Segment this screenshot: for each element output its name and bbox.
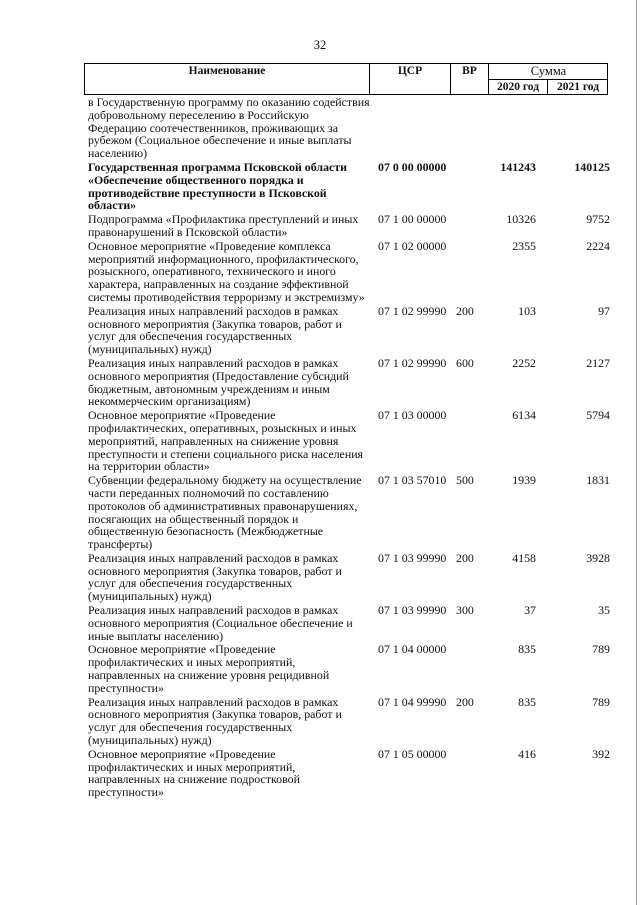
row-name: Реализация иных направлений расходов в рамках основного мероприятия (Закупка товаров, работ и услуг для обеспечения государственных (муниципальных) нужд) — [88, 303, 342, 357]
row-vr: 200 — [456, 303, 474, 318]
row-name: Основное мероприятие «Проведение профилактических и иных мероприятий, направленных на снижение уровня рецидивной преступности» — [88, 642, 330, 695]
row-amount-2021: 789 — [592, 642, 610, 657]
row-amount-2021: 35 — [598, 603, 610, 618]
column-header-sum: Сумма — [488, 63, 608, 79]
column-header-year-2020: 2020 год — [488, 79, 547, 95]
page-edge-line — [636, 0, 637, 905]
row-amount-2020: 416 — [518, 746, 536, 761]
row-csr: 07 1 03 57010 — [378, 473, 447, 488]
column-header-vr: ВР — [450, 63, 488, 95]
row-name: Реализация иных направлений расходов в рамках основного мероприятия (Закупка товаров, работ и услуг для обеспечения государственных (муниципальных) нужд) — [88, 694, 342, 748]
row-amount-2021: 392 — [592, 746, 610, 761]
row-amount-2020: 103 — [518, 303, 536, 318]
row-name: Субвенции федеральному бюджету на осуществление части переданных полномочий по составлению протоколов об административных правонарушениях, посягающих на общественный порядок и общественную безопасность (Межбюджетные трансферты) — [88, 473, 362, 552]
table-body — [88, 96, 608, 800]
table-row — [88, 604, 608, 642]
row-amount-2021: 2127 — [586, 355, 610, 370]
row-amount-2020: 1939 — [512, 473, 536, 488]
row-amount-2020: 2355 — [512, 238, 536, 253]
table-row — [88, 643, 608, 694]
row-name: Реализация иных направлений расходов в рамках основного мероприятия (Закупка товаров, работ и услуг для обеспечения государственных (муниципальных) нужд) — [88, 550, 342, 604]
row-csr: 07 0 00 00000 — [378, 159, 447, 174]
row-amount-2021: 9752 — [586, 212, 610, 227]
table-row — [88, 96, 608, 160]
row-csr: 07 1 00 00000 — [378, 212, 447, 227]
row-csr: 07 1 04 99990 — [378, 694, 447, 709]
row-vr: 500 — [456, 473, 474, 488]
row-csr: 07 1 02 99990 — [378, 355, 447, 370]
column-header-name: Наименование — [84, 63, 369, 95]
table-row — [88, 213, 608, 239]
row-amount-2021: 2224 — [586, 238, 610, 253]
row-vr: 200 — [456, 550, 474, 565]
row-amount-2020: 141243 — [500, 159, 536, 174]
row-csr: 07 1 03 00000 — [378, 408, 447, 423]
row-amount-2021: 1831 — [586, 473, 610, 488]
table-row — [88, 357, 608, 408]
row-name: в Государственную программу по оказанию содействия добровольному переселению в Российскую Федерацию соотечественников, проживающих за рубежом (Социальное обеспечение и иные выплаты населению) — [88, 95, 370, 161]
row-amount-2020: 835 — [518, 694, 536, 709]
row-amount-2021: 5794 — [586, 408, 610, 423]
row-amount-2020: 6134 — [512, 408, 536, 423]
row-amount-2021: 140125 — [574, 159, 610, 174]
row-name: Государственная программа Псковской области «Обеспечение общественного порядка и противодействие преступности в Псковской области» — [88, 159, 347, 213]
row-amount-2020: 4158 — [512, 550, 536, 565]
row-csr: 07 1 04 00000 — [378, 642, 447, 657]
row-vr: 600 — [456, 355, 474, 370]
table-row — [88, 305, 608, 356]
row-name: Подпрограмма «Профилактика преступлений и иных правонарушений в Псковской области» — [88, 212, 359, 239]
row-name: Основное мероприятие «Проведение профилактических и иных мероприятий, направленных на снижение подростковой преступности» — [88, 746, 300, 800]
row-csr: 07 1 03 99990 — [378, 550, 447, 565]
row-name: Основное мероприятие «Проведение комплекса мероприятий информационного, профилактического, розыскного, оперативного, технического и иного характера, направленных на создание эффективной системы противодействия терроризму и экстремизму» — [88, 238, 365, 304]
row-amount-2021: 3928 — [586, 550, 610, 565]
table-row — [88, 552, 608, 603]
row-amount-2021: 789 — [592, 694, 610, 709]
row-amount-2021: 97 — [598, 303, 610, 318]
page-number: 32 — [313, 38, 327, 52]
table-row — [88, 240, 608, 304]
table-row — [88, 161, 608, 212]
table-row — [88, 409, 608, 473]
row-amount-2020: 10326 — [506, 212, 536, 227]
row-csr: 07 1 03 99990 — [378, 603, 447, 618]
row-name: Реализация иных направлений расходов в рамках основного мероприятия (Предоставление субсидий бюджетным, автономным учреждениям и иным некоммерческим организациям) — [88, 355, 349, 409]
row-vr: 300 — [456, 603, 474, 618]
column-header-csr: ЦСР — [369, 63, 450, 95]
column-header-year-2021: 2021 год — [547, 79, 608, 95]
row-amount-2020: 2252 — [512, 355, 536, 370]
row-vr: 200 — [456, 694, 474, 709]
row-csr: 07 1 02 00000 — [378, 238, 447, 253]
table-header — [84, 63, 608, 95]
table-row — [88, 474, 608, 551]
row-name: Основное мероприятие «Проведение профилактических, оперативных, розыскных и иных мероприятий, направленных на снижение уровня преступности и степени социального риска населения на территории области» — [88, 408, 364, 474]
table-row — [88, 696, 608, 747]
row-name: Реализация иных направлений расходов в рамках основного мероприятия (Социальное обеспечение и иные выплаты населению) — [88, 603, 353, 643]
table-row — [88, 748, 608, 799]
row-amount-2020: 835 — [518, 642, 536, 657]
row-csr: 07 1 05 00000 — [378, 746, 447, 761]
row-amount-2020: 37 — [524, 603, 536, 618]
row-csr: 07 1 02 99990 — [378, 303, 447, 318]
